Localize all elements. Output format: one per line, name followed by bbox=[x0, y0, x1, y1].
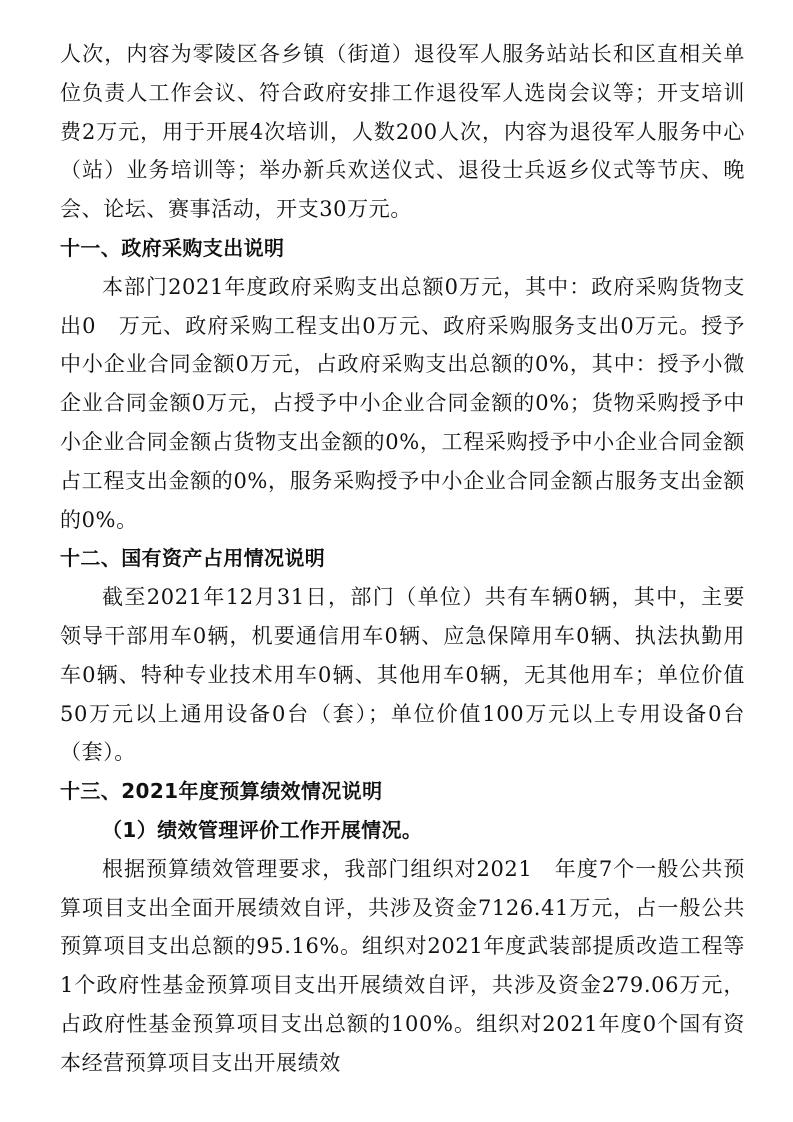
section-heading-assets: 十二、国有资产占用情况说明 bbox=[60, 546, 326, 571]
subsection-heading-evaluation: （1）绩效管理评价工作开展情况。 bbox=[102, 817, 423, 842]
section-heading-performance: 十三、2021年度预算绩效情况说明 bbox=[60, 779, 383, 804]
paragraph-procurement: 本部门2021年度政府采购支出总额0万元，其中：政府采购货物支出0 万元、政府采购工程支出0万元、政府采购服务支出0万元。授予中小企业合同金额0万元，占政府采购支出总额的0%，其中：授予小微企业合同金额0万元，占授予中小企业合同金额的0%；货物采购授予中小企业合同金额占货物支出金额的0%，工程采购授予中小企业合同金额占工程支出金额的0%，服务采购授予中小企业合同金额占服务支出金额的0%。 bbox=[60, 274, 745, 532]
section-heading-procurement: 十一、政府采购支出说明 bbox=[60, 235, 285, 260]
document-body bbox=[60, 35, 745, 1083]
paragraph-training-expenses: 人次，内容为零陵区各乡镇（街道）退役军人服务站站长和区直相关单位负责人工作会议、符合政府安排工作退役军人选岗会议等；开支培训费2万元，用于开展4次培训，人数200人次，内容为退役军人服务中心（站）业务培训等；举办新兵欢送仪式、退役士兵返乡仪式等节庆、晚会、论坛、赛事活动，开支30万元。 bbox=[60, 42, 745, 222]
paragraph-assets: 截至2021年12月31日，部门（单位）共有车辆0辆，其中，主要领导干部用车0辆，机要通信用车0辆、应急保障用车0辆、执法执勤用车0辆、特种专业技术用车0辆、其他用车0辆，无其他用车；单位价值50万元以上通用设备0台（套）；单位价值100万元以上专用设备0台（套）。 bbox=[60, 585, 745, 765]
paragraph-evaluation: 根据预算绩效管理要求，我部门组织对2021 年度7个一般公共预算项目支出全面开展绩效自评，共涉及资金7126.41万元，占一般公共预算项目支出总额的95.16%。组织对2021年度武装部提质改造工程等1个政府性基金预算项目支出开展绩效自评，共涉及资金279.06万元，占政府性基金预算项目支出总额的100%。组织对2021年度0个国有资本经营预算项目支出开展绩效 bbox=[60, 856, 745, 1075]
